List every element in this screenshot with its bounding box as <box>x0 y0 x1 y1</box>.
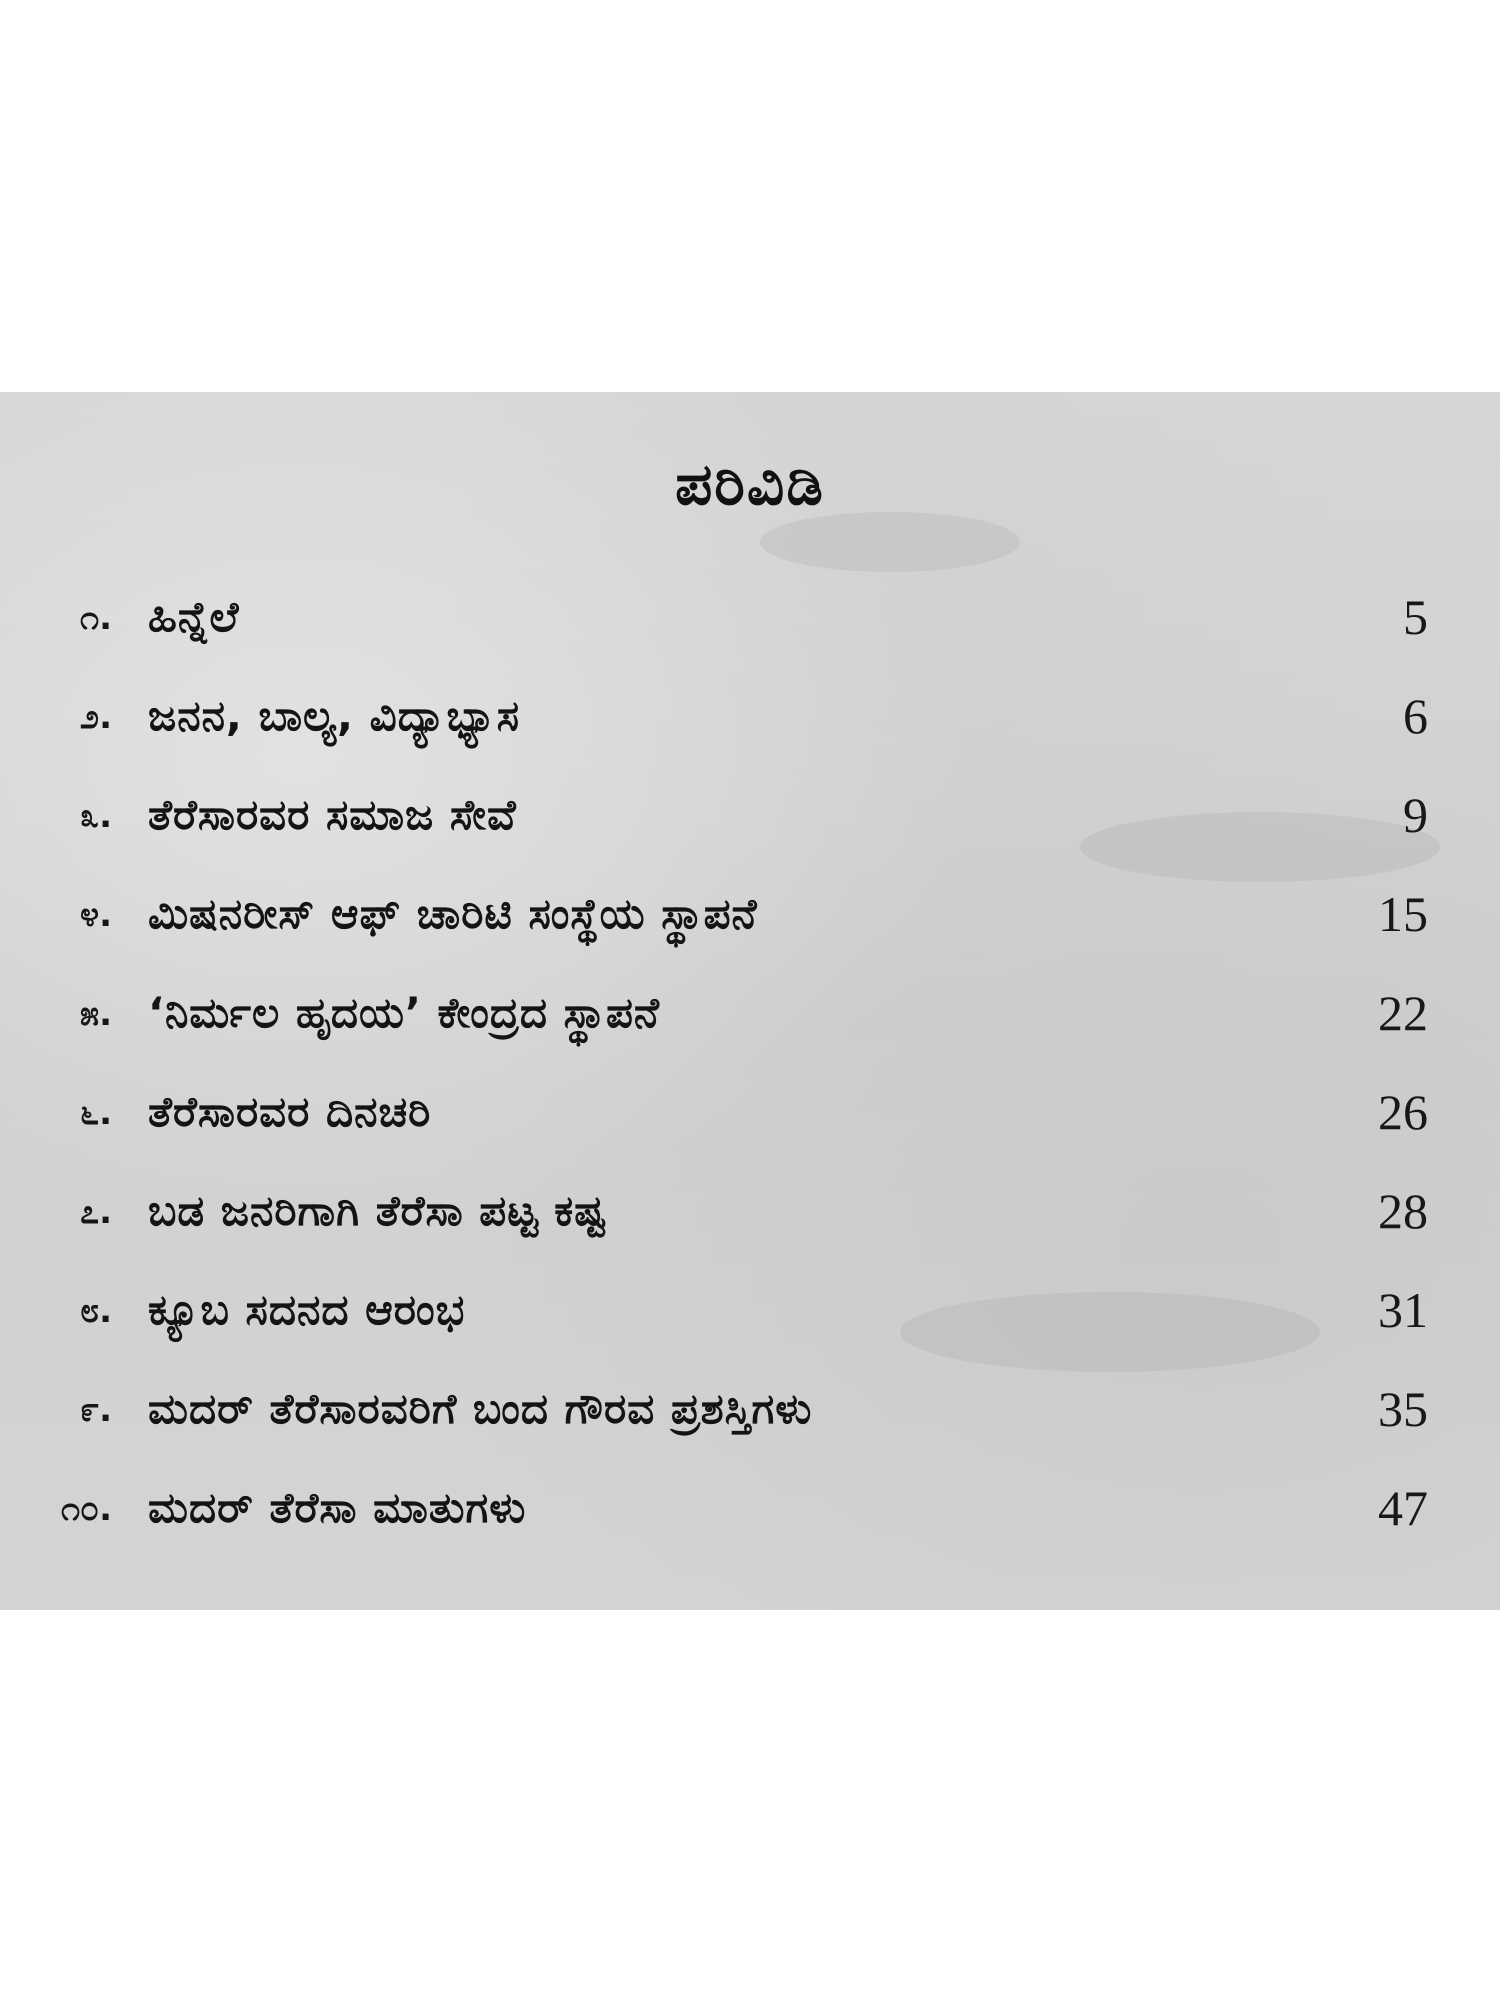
toc-entry <box>0 879 1500 978</box>
toc-entry <box>0 1176 1500 1275</box>
toc-entry <box>0 1374 1500 1473</box>
chapter-title: ಜನನ, ಬಾಲ್ಯ, ವಿದ್ಯಾಭ್ಯಾಸ <box>148 691 521 740</box>
page-number: 22 <box>1378 985 1428 1041</box>
chapter-number: ೧. <box>80 598 112 638</box>
page-number: 6 <box>1403 688 1428 744</box>
chapter-number: ೮. <box>80 1291 112 1331</box>
chapter-number: ೭. <box>80 1192 112 1232</box>
chapter-number: ೯. <box>80 1390 112 1430</box>
page-number: 5 <box>1403 589 1428 645</box>
chapter-title: ಮದರ್ ತೆರೆಸಾರವರಿಗೆ ಬಂದ ಗೌರವ ಪ್ರಶಸ್ತಿಗಳು <box>148 1384 813 1433</box>
chapter-number: ೬. <box>80 1093 112 1133</box>
toc-entry <box>0 978 1500 1077</box>
contents-heading: ಪರಿವಿಡಿ <box>675 450 825 518</box>
page-number: 35 <box>1378 1381 1428 1437</box>
page-number: 26 <box>1378 1084 1428 1140</box>
chapter-title: ಬಡ ಜನರಿಗಾಗಿ ತೆರೆಸಾ ಪಟ್ಟ ಕಷ್ಟ <box>148 1186 607 1235</box>
toc-entry <box>0 780 1500 879</box>
table-of-contents <box>0 582 1500 1572</box>
chapter-number: ೫. <box>80 994 112 1034</box>
toc-entry <box>0 1473 1500 1572</box>
chapter-title: ಹಿನ್ನೆಲೆ <box>148 592 240 641</box>
toc-entry <box>0 1077 1500 1176</box>
page-number: 15 <box>1378 886 1428 942</box>
chapter-number: ೪. <box>80 895 112 935</box>
chapter-title: ‘ನಿರ್ಮಲ ಹೃದಯ’ ಕೇಂದ್ರದ ಸ್ಥಾಪನೆ <box>148 988 660 1037</box>
scanned-contents-page <box>0 392 1500 1610</box>
show-through-smudge <box>760 512 1020 572</box>
page-number: 9 <box>1403 787 1428 843</box>
chapter-title: ತೆರೆಸಾರವರ ಸಮಾಜ ಸೇವೆ <box>148 790 517 839</box>
toc-entry <box>0 582 1500 681</box>
page-number: 28 <box>1378 1183 1428 1239</box>
chapter-title: ಮದರ್ ತೆರೆಸಾ ಮಾತುಗಳು <box>148 1483 527 1532</box>
page-number: 31 <box>1378 1282 1428 1338</box>
chapter-number: ೧೦. <box>61 1489 112 1529</box>
chapter-number: ೨. <box>80 697 112 737</box>
chapter-title: ಕ್ಯೂಬ ಸದನದ ಆರಂಭ <box>148 1285 466 1334</box>
chapter-title: ತೆರೆಸಾರವರ ದಿನಚರಿ <box>148 1087 432 1136</box>
toc-entry <box>0 681 1500 780</box>
chapter-title: ಮಿಷನರೀಸ್ ಆಫ್ ಚಾರಿಟಿ ಸಂಸ್ಥೆಯ ಸ್ಥಾಪನೆ <box>148 889 758 938</box>
toc-entry <box>0 1275 1500 1374</box>
chapter-number: ೩. <box>80 796 112 836</box>
page-number: 47 <box>1378 1480 1428 1536</box>
